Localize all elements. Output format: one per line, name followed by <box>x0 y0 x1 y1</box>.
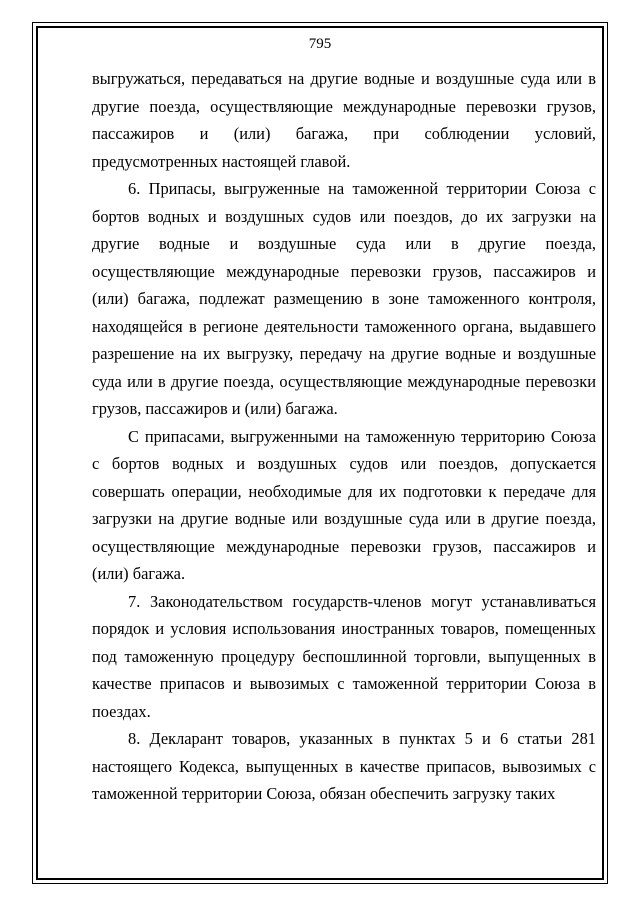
page-number: 795 <box>308 36 332 52</box>
paragraph-item-6: 6. Припасы, выгруженные на таможенной территории Союза с бортов водных и воздушных судов или поездов, до их загрузки на другие водные и воздушные суда или в другие поезда, осуществляющие международные перевозки грузов, пассажиров и (или) багажа, подлежат размещению в зоне таможенного контроля, находящейся в регионе деятельности таможенного органа, выдавшего разрешение на их выгрузку, передачу на другие водные и воздушные суда или в другие поезда, осуществляющие международные перевозки грузов, пассажиров и (или) багажа. <box>92 179 596 418</box>
paragraph-supplies-operations: С припасами, выгруженными на таможенную территорию Союза с бортов водных и воздушных судов или поездов, допускается совершать операции, необходимые для их подготовки к передаче для загрузки на другие водные или воздушные суда или в другие поезда, осуществляющие международные перевозки грузов, пассажиров и (или) багажа. <box>92 426 596 583</box>
paragraph-item-8: 8. Декларант товаров, указанных в пунктах 5 и 6 статьи 281 настоящего Кодекса, выпущенных в качестве припасов, вывозимых с таможенной территории Союза, обязан обеспечить загрузку таких <box>92 729 596 803</box>
paragraph-item-7: 7. Законодательством государств-членов могут устанавливаться порядок и условия использования иностранных товаров, помещенных под таможенную процедуру беспошлинной торговли, выпущенных в качестве припасов и вывозимых с таможенной территории Союза в поездах. <box>92 591 596 721</box>
paragraph-continuation: выгружаться, передаваться на другие водные и воздушные суда или в другие поезда, осуществляющие международные перевозки грузов, пассажиров и (или) багажа, при соблюдении условий, предусмотренных настоящей главой. <box>92 69 596 171</box>
document-body <box>92 65 596 808</box>
